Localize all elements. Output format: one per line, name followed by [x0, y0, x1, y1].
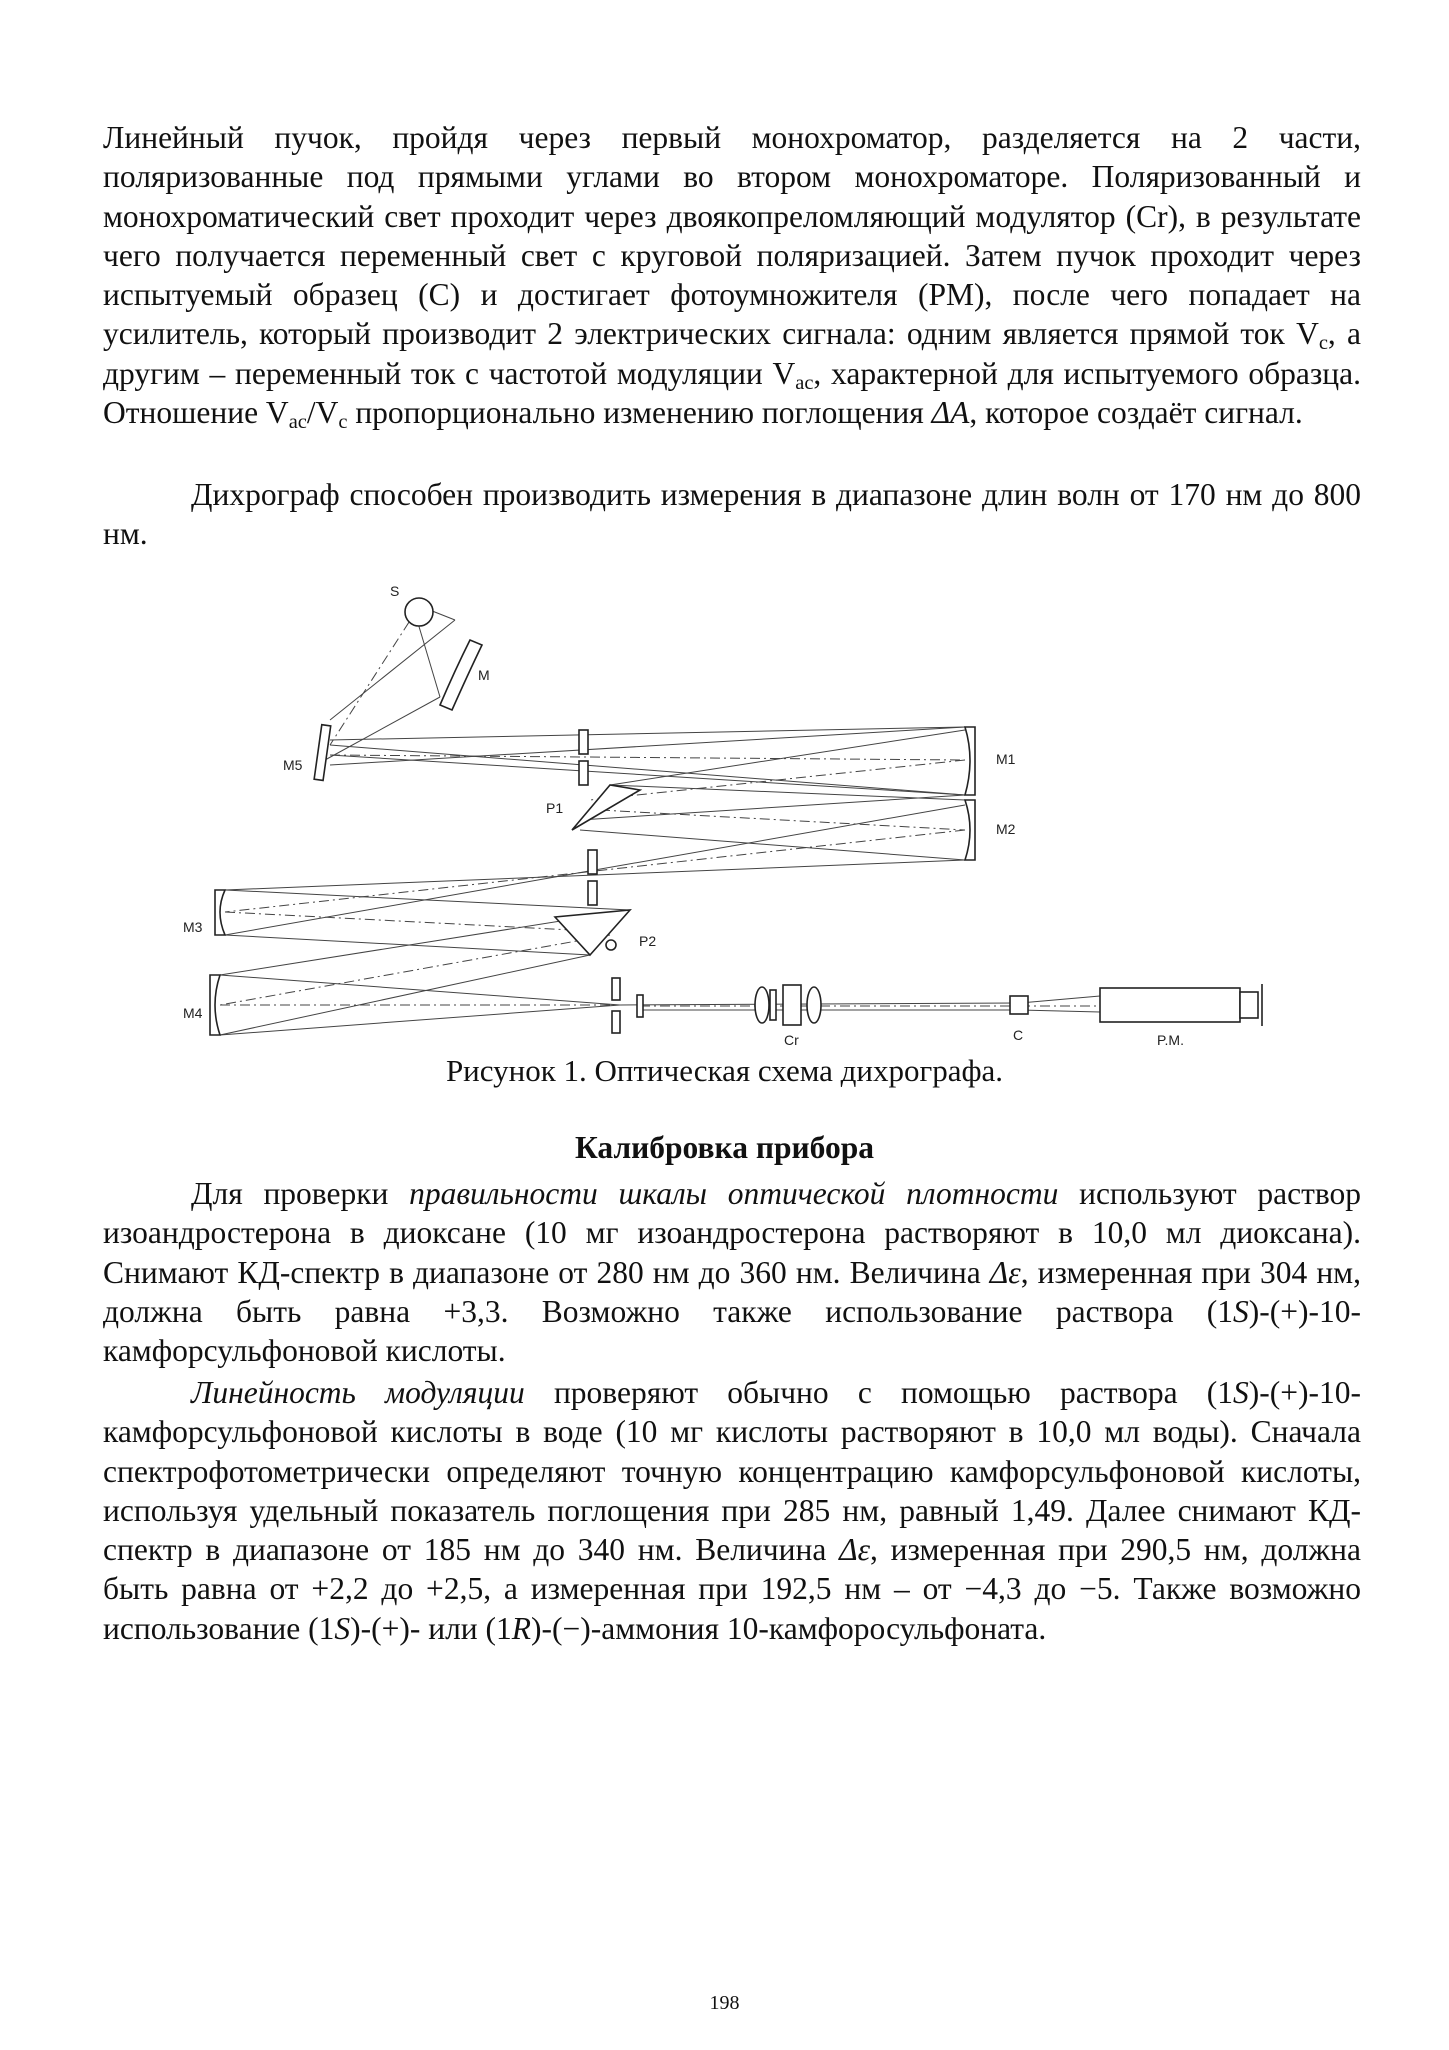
- slit-2-top: [588, 850, 597, 874]
- slit-2-bottom: [588, 881, 597, 905]
- filter: [637, 995, 643, 1017]
- mirror-m2: [965, 800, 975, 860]
- prism-p2: [555, 910, 630, 955]
- section-heading: Калибровка прибора: [575, 1130, 874, 1165]
- paragraph-wavelength-range: Дихрограф способен производить измерения в диапазоне длин волн от 170 нм до 800 нм.: [103, 477, 1361, 552]
- label-m: M: [478, 667, 490, 683]
- label-m5: M5: [283, 757, 303, 773]
- label-pm: P.M.: [1157, 1032, 1184, 1048]
- label-p2: P2: [639, 933, 657, 949]
- mirror-m: [440, 640, 482, 710]
- label-m3: M3: [183, 919, 203, 935]
- label-cr: Cr: [784, 1032, 799, 1048]
- lens-right: [807, 987, 821, 1023]
- modulator-cr: [783, 985, 801, 1025]
- polarizer: [770, 990, 776, 1020]
- photomultiplier-tube: [1100, 988, 1240, 1022]
- label-p1: P1: [546, 800, 564, 816]
- label-c: C: [1013, 1027, 1024, 1043]
- mirror-m5: [314, 725, 331, 781]
- label-m4: M4: [183, 1005, 203, 1021]
- slit-1-bottom: [579, 761, 588, 785]
- mirror-m3: [215, 890, 225, 935]
- slit-3-top: [612, 978, 620, 1000]
- p2-rotator: [606, 940, 616, 950]
- sample-c: [1010, 996, 1028, 1014]
- label-m1: M1: [996, 751, 1016, 767]
- paragraph-modulation-linearity: Линейность модуляции проверяют обычно с помощью раствора (1S)-(+)-10-камфорсульфоновой кислоты в воде (10 мг кислоты растворяют в 10,0 мл воды). Сначала спектрофотометрически определяют точную концентрацию камфорсульфоновой кислоты, используя удельный показатель поглощения при 285 нм, равный 1,49. Далее снимают КД-спектр в диапазоне от 185 нм до 340 нм. Величина Δε, измеренная при 290,5 нм, должна быть равна от +2,2 до +2,5, а измеренная при 192,5 нм – от −4,3 до −5. Также возможно использование (1S)-(+)- или (1R)-(−)-аммония 10-камфоросульфоната.: [103, 1375, 1362, 1646]
- source-circle: [405, 598, 433, 626]
- photomultiplier-base: [1240, 992, 1258, 1018]
- paragraph-beam-path: Линейный пучок, пройдя через первый монохроматор, разделяется на 2 части, поляризованные под прямыми углами во втором монохроматоре. Поляризованный и монохроматический свет проходит через двоякопреломляющий модулятор (Cr), в результате чего получается переменный свет с круговой поляризацией. Затем пучок проходит через испытуемый образец (C) и достигает фотоумножителя (PM), после чего попадает на усилитель, который производит 2 электрических сигнала: одним является прямой ток $V_c$, а другим – переменный ток с частотой модуляции $V_{ac}$, характерной для испытуемого образца. Отношение $V_{ac}/V_c$ пропорционально изменению поглощения ΔA, которое создаёт сигнал.: [103, 120, 1362, 434]
- paragraph-optical-density-check: Для проверки правильности шкалы оптической плотности используют раствор изоандростерона в диоксане (10 мг изоандростерона растворяют в 10,0 мл диоксана). Снимают КД-спектр в диапазоне от 280 нм до 360 нм. Величина Δε, измеренная при 304 нм, должна быть равна +3,3. Возможно также использование раствора (1S)-(+)-10-камфорсульфоновой кислоты.: [103, 1176, 1361, 1369]
- prism-p1: [572, 785, 640, 830]
- label-s: S: [390, 583, 400, 599]
- slit-3-bottom: [612, 1011, 620, 1033]
- optical-scheme-figure: [0, 570, 1449, 1050]
- mirror-m4: [210, 975, 220, 1035]
- lens-left: [755, 987, 769, 1023]
- mirror-m1: [965, 727, 975, 795]
- figure-caption: Рисунок 1. Оптическая схема дихрографа.: [445, 1053, 1004, 1088]
- slit-1-top: [579, 730, 588, 754]
- page-number: 198: [709, 1992, 740, 2014]
- label-m2: M2: [996, 821, 1016, 837]
